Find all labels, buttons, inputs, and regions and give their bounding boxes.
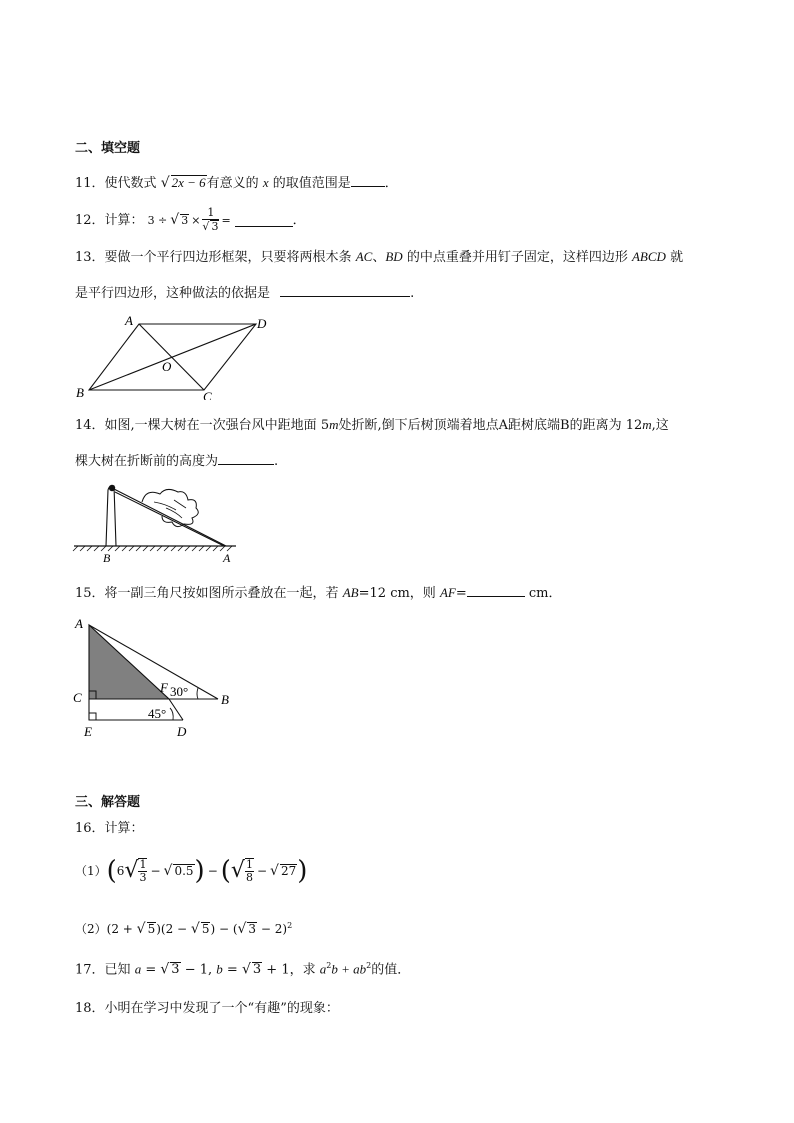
sqrt-symbol: √ [270, 863, 279, 880]
q16-p1-minus: − [150, 864, 161, 879]
q15-val: 12 [369, 586, 387, 601]
q16-p2-d: − 2) [257, 922, 288, 936]
fallen-top-lower [115, 492, 224, 546]
paren-open: ( [220, 856, 231, 887]
label-a: A [75, 616, 83, 631]
q15-eq2: = [455, 586, 467, 601]
q11-radicand: 2x − 6 [171, 175, 206, 190]
sqrt-symbol: √ [202, 220, 210, 234]
label-d: D [257, 316, 267, 331]
label-o: O [162, 359, 172, 374]
q16-p2-label: （2） [75, 922, 107, 936]
question-13-line2 [75, 284, 414, 300]
q16-p1-six: 6 [116, 864, 125, 879]
parallelogram-figure [70, 310, 280, 400]
q13-sep: 、 [372, 250, 386, 265]
q14-unit-1: m [329, 417, 339, 432]
sqrt-symbol: √ [124, 858, 139, 884]
q15-end: ． [548, 586, 562, 601]
q15-number: 15． [75, 586, 105, 601]
q15-eq: = [358, 586, 370, 601]
sqrt-symbol: √ [163, 863, 173, 880]
q16-label: 计算： [104, 821, 144, 836]
question-11 [75, 174, 398, 190]
q13-bd: BD [385, 249, 403, 264]
sqrt-symbol: √ [160, 175, 170, 191]
q16-p2-r5a: 5 [147, 922, 156, 936]
q17-e2-sup: 2 [366, 961, 372, 970]
q14-line1c: ,这 [651, 418, 669, 433]
q11-end: ． [384, 176, 398, 191]
q13-line1b: 的中点重叠并用钉子固定，这样四边形 [406, 250, 628, 265]
angle-arc-30 [197, 688, 198, 699]
q17-e1b: b + ab [331, 961, 367, 977]
q13-line1: 要做一个平行四边形框架，只要将两根木条 [104, 250, 352, 265]
q17-m1: − 1, [180, 962, 217, 978]
q17-p1: + 1 [262, 962, 290, 978]
q14-end: . [274, 454, 279, 469]
q16-p1-frac2-num: 1 [245, 858, 253, 871]
q15-mid: ，则 [409, 586, 436, 601]
q13-ac: AC [355, 249, 373, 264]
label-c: C [73, 690, 82, 705]
q12-fraction [202, 207, 219, 233]
q13-number: 13． [75, 250, 105, 265]
label-a: A [125, 313, 133, 328]
question-13-line1 [75, 250, 683, 264]
question-14-line1 [75, 418, 669, 432]
question-14-line2 [75, 452, 278, 468]
question-18 [75, 1002, 339, 1015]
q16-p1-frac-num: 1 [139, 858, 147, 871]
q12-end: ． [292, 212, 306, 228]
q18-text: 小明在学习中发现了一个“有趣”的现象： [104, 1001, 339, 1016]
sqrt-symbol: √ [230, 858, 245, 884]
angle-45-label: 45° [148, 706, 167, 721]
paren-close: ) [194, 856, 205, 887]
sqrt-symbol: √ [136, 921, 146, 937]
q16-p1-frac-den: 3 [139, 871, 147, 885]
q16-p1-frac [138, 858, 147, 884]
q12-number: 12． [75, 212, 105, 228]
q15-ab: AB [342, 585, 359, 600]
q17-r3: 3 [171, 962, 180, 978]
q16-p1-minus2: − [207, 864, 218, 879]
q11-var: x [262, 175, 269, 190]
q13-line1c: 就 [670, 250, 684, 265]
question-12 [75, 207, 306, 233]
q17-b: b [216, 961, 223, 977]
crown-detail [154, 500, 186, 518]
q16-p1-frac2 [245, 858, 254, 884]
label-b: B [221, 692, 229, 707]
tree-trunk [106, 486, 116, 547]
q12-eq: = [221, 213, 231, 227]
fallen-top-upper [112, 488, 226, 546]
q11-text-pre: 使代数式 [104, 176, 157, 191]
q16-p2-c: ) − ( [210, 922, 238, 936]
sqrt-symbol: √ [241, 961, 251, 978]
q17-number: 17． [75, 962, 105, 978]
sqrt-symbol: √ [160, 961, 170, 978]
sqrt-symbol: √ [190, 921, 200, 937]
triangle-rulers-figure [70, 612, 240, 742]
q17-e1-sup: 2 [326, 961, 332, 970]
q17-pre: 已知 [104, 962, 131, 978]
q16-p1-frac2-den: 8 [245, 871, 253, 885]
paren-open: ( [106, 856, 117, 887]
label-a: A [223, 551, 231, 565]
q16-part2 [75, 922, 292, 936]
q12-frac-num: 1 [202, 207, 219, 220]
q14-height: 5 [320, 418, 330, 433]
q16-number: 16． [75, 821, 105, 836]
q16-p1-r27: 27 [280, 864, 297, 878]
q17-eq2: = [222, 962, 242, 978]
q14-line1a: 如图,一棵大树在一次强台风中距地面 [104, 418, 317, 433]
q12-times: × [191, 213, 201, 227]
sqrt-symbol: √ [237, 921, 247, 937]
q11-text-post: 的取值范围是 [272, 176, 351, 191]
q15-af: AF [439, 585, 456, 600]
q15-unit-2: cm [528, 586, 549, 601]
question-15 [75, 584, 562, 600]
label-e: E [84, 724, 92, 739]
q14-line1b: 处折断,倒下后树顶端着地点A距树底端B的距离为 [338, 418, 622, 433]
sqrt-symbol: √ [170, 212, 180, 229]
q12-label: 计算： [104, 212, 144, 228]
q11-answer-blank[interactable] [351, 174, 385, 187]
q15-unit: cm [390, 586, 410, 601]
q12-frac-den [202, 220, 219, 233]
ground-hatching [73, 546, 232, 551]
q16-p2-square: 2 [287, 921, 293, 930]
q15-pre: 将一副三角尺按如图所示叠放在一起，若 [104, 586, 339, 601]
q16-p2-a: (2 + [106, 922, 137, 936]
shaded-triangle [89, 625, 169, 699]
q16-p2-r5b: 5 [201, 922, 210, 936]
q14-distance: 12 [625, 418, 643, 433]
q12-answer-blank[interactable] [235, 214, 293, 227]
paren-close: ) [297, 856, 308, 887]
q16-p2-b: )(2 − [156, 922, 191, 936]
q16-p1-minus3: − [256, 864, 268, 879]
q17-post: 的值． [371, 962, 411, 978]
q16-p1-label: （1） [75, 864, 107, 879]
q13-answer-blank[interactable] [280, 284, 410, 297]
q13-end: . [410, 286, 415, 301]
q14-line2: 棵大树在折断前的高度为 [75, 454, 219, 469]
q16-p2-r3: 3 [248, 922, 257, 936]
broken-tree-figure [70, 478, 240, 568]
angle-arc-45 [170, 708, 173, 720]
section-answer-title: 三、解答题 [75, 795, 141, 810]
q13-line2: 是平行四边形，这种做法的依据是 [75, 286, 271, 301]
q17-a: a [134, 961, 142, 977]
q11-text-mid: 有意义的 [206, 176, 259, 191]
label-d: D [177, 724, 187, 739]
label-b: B [103, 551, 111, 565]
q16-p1-r05: 0.5 [174, 864, 194, 878]
question-16 [75, 822, 144, 835]
section-fill-blank-title: 二、填空题 [75, 141, 141, 156]
q17-mid: ，求 [289, 962, 316, 978]
q12-frac-den-radicand: 3 [211, 220, 219, 234]
q17-e1: a [319, 961, 327, 977]
question-17 [75, 962, 410, 978]
angle-30-label: 30° [170, 684, 189, 699]
q17-r3b: 3 [252, 962, 262, 978]
q17-eq: = [141, 962, 161, 978]
q14-answer-blank[interactable] [218, 452, 274, 465]
q11-number: 11． [75, 176, 105, 191]
q12-expr-a: 3 ÷ [147, 213, 168, 227]
q12-r1: 3 [181, 213, 189, 227]
label-f: F [160, 680, 168, 695]
right-angle-e [89, 713, 96, 720]
q18-number: 18． [75, 1001, 105, 1016]
label-b: B [76, 385, 84, 400]
q15-answer-blank[interactable] [467, 584, 525, 597]
q14-number: 14． [75, 418, 105, 433]
q16-part1 [75, 856, 308, 887]
q13-abcd: ABCD [631, 249, 666, 264]
q14-unit-2: m [642, 417, 652, 432]
label-c: C [203, 389, 212, 400]
